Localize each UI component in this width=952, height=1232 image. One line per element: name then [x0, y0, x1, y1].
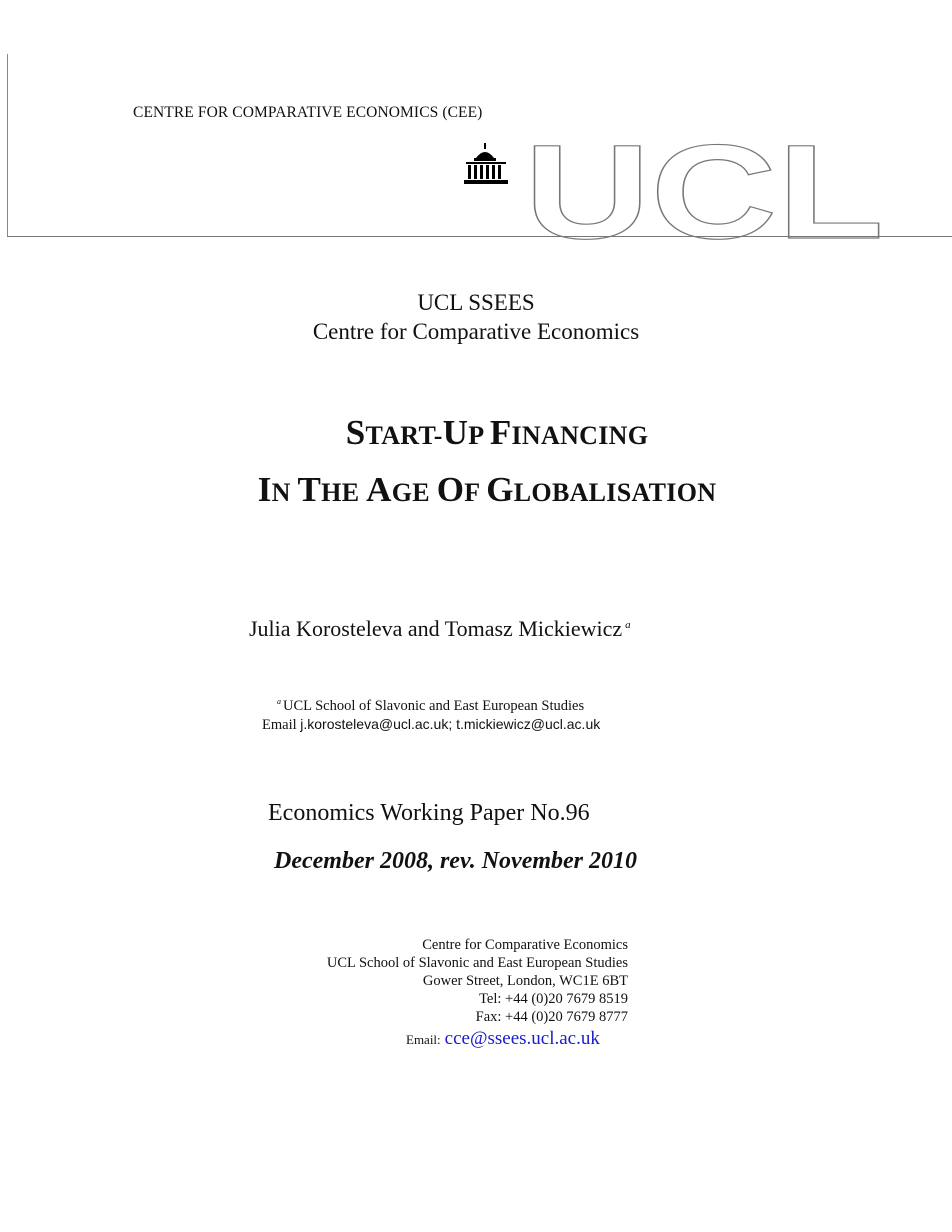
- author-emails: j.korosteleva@ucl.ac.uk; t.mickiewicz@ucl.ac.uk: [300, 716, 601, 732]
- title-word-rest: TART-: [365, 421, 443, 450]
- title-word: U: [442, 413, 469, 452]
- title-word-rest: INANCING: [511, 421, 649, 450]
- author-email-line: [262, 716, 600, 734]
- title-word-rest: N: [271, 478, 298, 507]
- contact-address-line: UCL School of Slavonic and East European Studies: [326, 955, 628, 971]
- title-word: S: [345, 413, 366, 452]
- affiliation-marker: a: [277, 697, 281, 706]
- title-word-rest: P: [468, 421, 490, 450]
- title-word: A: [366, 470, 392, 509]
- frame-vertical-rule: [7, 54, 8, 237]
- affiliation-line: [277, 697, 584, 715]
- title-word-rest: GE: [391, 478, 437, 507]
- author-names: Julia Korosteleva and Tomasz Mickiewicz: [249, 616, 623, 641]
- title-word: O: [436, 470, 465, 509]
- contact-phone: Tel: +44 (0)20 7679 8519: [479, 991, 628, 1007]
- title-word-rest: LOBALISATION: [513, 478, 717, 507]
- title-word: G: [486, 470, 514, 509]
- title-word: T: [297, 470, 322, 509]
- working-paper-number: Economics Working Paper No.96: [268, 800, 590, 826]
- author-line: [249, 616, 631, 642]
- paper-title-line-1: [0, 413, 952, 453]
- contact-email-link[interactable]: cce@ssees.ucl.ac.uk: [444, 1028, 600, 1049]
- title-word-rest: F: [464, 478, 487, 507]
- portico-icon: [464, 143, 508, 184]
- author-affiliation-marker: a: [625, 618, 631, 631]
- paper-title-line-2: [0, 470, 952, 510]
- institution-centre: Centre for Comparative Economics: [312, 319, 640, 344]
- contact-fax: Fax: +44 (0)20 7679 8777: [475, 1009, 628, 1025]
- institution-name: UCL SSEES: [417, 290, 535, 315]
- title-word: F: [489, 413, 512, 452]
- title-word: I: [257, 470, 272, 509]
- contact-address-line: Gower Street, London, WC1E 6BT: [422, 973, 628, 989]
- author-email-label: Email: [262, 717, 297, 733]
- title-word-rest: HE: [321, 478, 367, 507]
- contact-email-label: Email:: [406, 1032, 441, 1047]
- cee-header-label: CENTRE FOR COMPARATIVE ECONOMICS (CEE): [133, 104, 483, 121]
- ucl-logo-letters: UCL: [524, 140, 884, 240]
- contact-email-line: [406, 1028, 600, 1050]
- ucl-logo: [464, 140, 952, 240]
- contact-address-line: Centre for Comparative Economics: [422, 937, 628, 953]
- affiliation-text: UCL School of Slavonic and East European Studies: [283, 697, 585, 714]
- paper-date: December 2008, rev. November 2010: [274, 848, 637, 874]
